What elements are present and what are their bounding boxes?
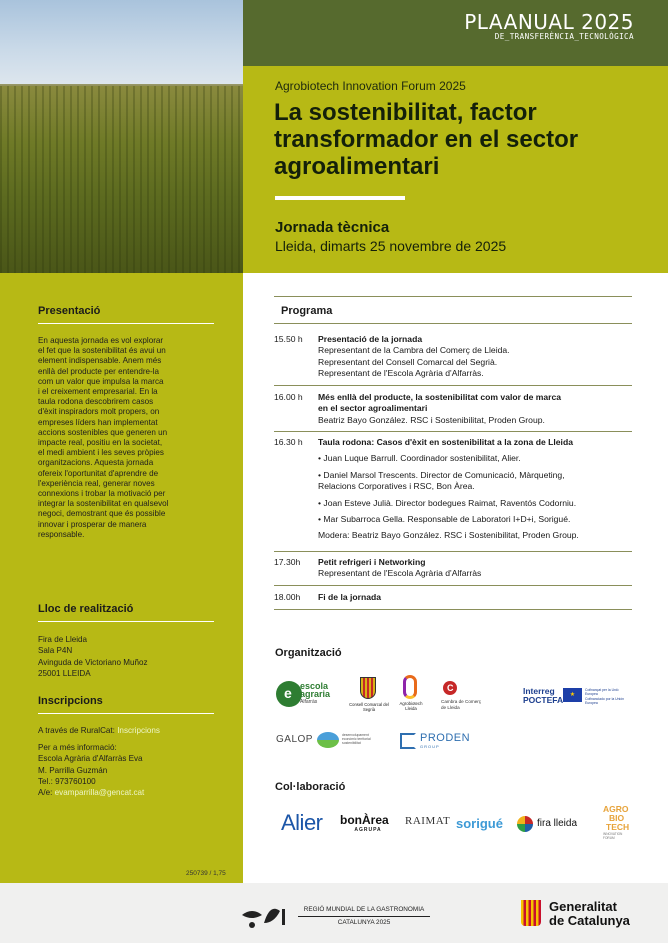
sky (0, 0, 243, 88)
generalitat-shield-icon (521, 900, 541, 926)
text-line: impacte real, positiu en la societat, (38, 438, 163, 448)
text-line: ofereix l'oportunitat d'aprendre de (38, 468, 159, 478)
program-line: Beatriz Bayo González. RSC i Sostenibilitat, Proden Group. (318, 414, 545, 425)
ruralcat-line (38, 725, 218, 736)
logo-text: GALOP (276, 734, 313, 745)
logo-text: Consell Comarcal del Segrià (349, 702, 389, 712)
text-line: responsable. (38, 529, 85, 539)
program-line: Relacions Corporatives i RSC, Bon Àrea. (318, 481, 475, 492)
logo-text: INNOVATION (603, 832, 623, 836)
program-title: en el sector agroalimentari (318, 403, 428, 414)
divider (274, 431, 632, 432)
text-line: enllà del producte per entendre-la (38, 366, 160, 376)
logo-text: escola (300, 681, 329, 691)
event-date: Lleida, dimarts 25 novembre de 2025 (275, 238, 507, 254)
divider (274, 296, 632, 297)
event-type: Jornada tècnica (275, 219, 390, 236)
inscripcions-text (38, 725, 218, 798)
text-line: accions sostenibles que generen un (38, 427, 168, 437)
logo-text: desenvolupament (342, 733, 369, 737)
raimat-logo (405, 815, 450, 827)
logo-text: AGRUPA (354, 827, 382, 833)
text-line: integrar la sostenibilitat en qualsevol (38, 499, 169, 509)
cambra-comerc-logo: C Cambra de Comerç de Lleida (441, 681, 491, 715)
address-line: Avinguda de Victoriano Muñoz (38, 657, 148, 667)
program-line: Representant de l'Escola Agrària d'Alfarràs. (318, 368, 484, 379)
page-title (274, 99, 654, 180)
field (0, 86, 243, 273)
program-title: Petit refrigeri i Networking (318, 557, 426, 567)
consell-comarcal-logo (349, 675, 389, 715)
logo-text: AGRO (603, 804, 629, 814)
email-prefix: A/e: (38, 788, 55, 798)
program-line: • Daniel Marsol Trescents. Director de Comunicació, Màrqueting, (318, 469, 565, 480)
info-line: M. Parrilla Guzmán (38, 765, 108, 775)
programa-heading: Programa (281, 305, 333, 317)
logo-text: de Catalunya (549, 913, 630, 928)
address-line: Fira de Lleida (38, 635, 88, 644)
logo-text: econòmic territorial (342, 737, 371, 741)
text-line: el medi ambient i les seves pròpies (38, 448, 164, 458)
collaboracio-heading: Col·laboració (275, 781, 346, 793)
program-line: • Juan Luque Barrull. Coordinador sostenibilitat, Alier. (318, 453, 521, 464)
program-time: 15.50 h (274, 334, 303, 344)
lloc-address (38, 634, 218, 680)
program-body (318, 437, 634, 542)
divider (274, 585, 632, 586)
fira-lleida-logo (517, 815, 589, 833)
logo-text: CATALUNYA 2025 (337, 919, 391, 926)
text-line: l'experiència real, generar noves (38, 478, 155, 488)
title-line: transformador en el sector (274, 126, 579, 153)
gastronomy-icon (240, 901, 292, 929)
logo-text: de Lleida (441, 704, 460, 710)
divider (38, 323, 214, 324)
email-link[interactable]: evamparrilla@gencat.cat (54, 788, 145, 798)
region-label (298, 904, 430, 929)
divider (274, 551, 632, 552)
plan-banner (243, 0, 668, 66)
agrobiotech-small-logo (397, 675, 425, 715)
logo-text: GROUP (420, 744, 440, 749)
text-line: negoci, demostrant que és possible (38, 509, 166, 519)
program-title: Taula rodona: Casos d'èxit en sostenibilitat a la zona de Lleida (318, 437, 573, 447)
logo-text: Cambra de Comerç (441, 699, 482, 704)
program-body (318, 392, 634, 426)
text-line: connexions i trobar la motivació per (38, 489, 166, 499)
info-line: Escola Agrària d'Alfarràs Eva (38, 754, 143, 764)
lloc-heading: Lloc de realització (38, 603, 134, 615)
logo-text: Alfarràs (300, 699, 318, 705)
logo-text: PRODEN (420, 732, 471, 744)
program-line: Modera: Beatriz Bayo González. RSC i Sostenibilitat, Proden Group. (318, 530, 579, 541)
program-time: 16.30 h (274, 437, 303, 447)
escola-agraria-logo: e escola agraria Alfarràs (276, 679, 344, 711)
divider (274, 609, 632, 610)
fira-icon (517, 816, 533, 832)
text-line: taula rodona descobrirem casos (38, 397, 154, 407)
presentacio-text (38, 336, 218, 540)
address-line: 25001 LLEIDA (38, 669, 91, 679)
proden-icon (400, 733, 416, 749)
program-line: Representant de l'Escola Agrària d'Alfarràs (318, 568, 482, 579)
logo-text: sostenibilitat (342, 741, 361, 745)
program-body (318, 334, 634, 380)
text-line: i el creixement empresarial. En la (38, 387, 158, 397)
program-line: Representant del Consell Comarcal del Segrià. (318, 356, 498, 367)
address-line: Sala P4N (38, 646, 73, 656)
logo-text: Interreg (523, 686, 555, 696)
program-line: • Mar Subarroca Gella. Responsable de Laboratori I+D+i, Sorigué. (318, 514, 571, 525)
logo-text: sorigué (456, 816, 503, 831)
program-body (318, 592, 634, 603)
galop-logo (276, 731, 372, 751)
text-line: d'èxit inspiradors molt propers, on (38, 407, 160, 417)
presentacio-heading: Presentació (38, 305, 101, 317)
plan-subtitle: DE_TRANSFERÈNCIA_TECNOLÒGICA (494, 32, 634, 41)
title-line: agroalimentari (274, 153, 440, 180)
logo-text: Agrobiotech (399, 701, 423, 706)
logo-text: REGIÓ MUNDIAL DE LA GASTRONOMIA (298, 904, 430, 917)
text-line: element indispensable. Anem més (38, 356, 162, 366)
proden-logo (400, 731, 470, 751)
title-line: La sostenibilitat, factor (274, 99, 537, 126)
program-line: • Joan Esteve Julià. Director bodegues Raimat, Raventós Codorniu. (318, 497, 577, 508)
text-line: el fet que la sostenibilitat és avui un (38, 346, 166, 356)
program-title: Presentació de la jornada (318, 334, 423, 344)
organitzacio-heading: Organització (275, 647, 342, 659)
galop-icon (317, 732, 339, 748)
logo-text: agraria (300, 689, 331, 699)
logo-text: Lleida (405, 706, 417, 711)
logo-text: Cofinanciado por la Unión Europea (585, 696, 625, 706)
title-divider (275, 196, 405, 200)
text-line: organitzacions. Aquesta jornada (38, 458, 154, 468)
program-line: Representant de la Cambra del Comerç de Lleida. (318, 345, 510, 356)
logo-text: Cofinançat per la Unió Europea (585, 688, 619, 697)
logo-text: bonÀrea (340, 813, 389, 827)
wheat-field-photo (0, 0, 243, 273)
divider (274, 323, 632, 324)
text-line: empreses líders han implementat (38, 417, 158, 427)
info-line: Per a més informació: (38, 743, 117, 753)
generalitat-logo (549, 900, 630, 928)
logo-text: TECH (606, 822, 630, 832)
program-body (318, 557, 634, 580)
plan-title: PLAANUAL 2025 (464, 10, 634, 34)
divider (38, 713, 214, 714)
interreg-logo (523, 687, 627, 711)
footer (0, 883, 668, 943)
bonarea-logo (340, 813, 396, 833)
program-time: 18.00h (274, 592, 301, 602)
course-code: 250739 / 1,75 (186, 870, 226, 877)
sorigue-logo (456, 816, 503, 831)
logo-text: fira lleida (537, 818, 578, 829)
ruralcat-prefix: A través de RuralCat: (38, 726, 118, 735)
program-title: Fi de la jornada (318, 592, 382, 602)
divider (274, 385, 632, 386)
email-line (38, 787, 218, 798)
program-time: 17.30h (274, 557, 301, 567)
logo-text: RAIMAT (405, 815, 451, 827)
inscripcions-heading: Inscripcions (38, 695, 103, 707)
eu-flag-icon: ★ (563, 688, 582, 702)
info-line: Tel.: 973760100 (38, 776, 96, 786)
logo-text: Alier (281, 810, 323, 835)
logo-text: BIO (609, 813, 625, 823)
text-line: En aquesta jornada es vol explorar (38, 336, 164, 345)
inscripcions-link[interactable]: Inscripcions (117, 726, 160, 735)
program-title: Més enllà del producte, la sostenibilitat com valor de marca (318, 392, 562, 402)
logo-text: Generalitat (549, 899, 617, 914)
divider (38, 621, 214, 622)
forum-name: Agrobiotech Innovation Forum 2025 (275, 79, 466, 93)
program-time: 16.00 h (274, 392, 303, 402)
logo-text: FORUM (603, 836, 615, 840)
text-line: innovar i prosperar de manera (38, 519, 147, 529)
alier-logo (281, 810, 323, 836)
logo-text: POCTEFA (523, 695, 564, 705)
agrobiotech-logo (603, 805, 635, 840)
text-line: com un valor que impulsa la marca (38, 376, 164, 386)
